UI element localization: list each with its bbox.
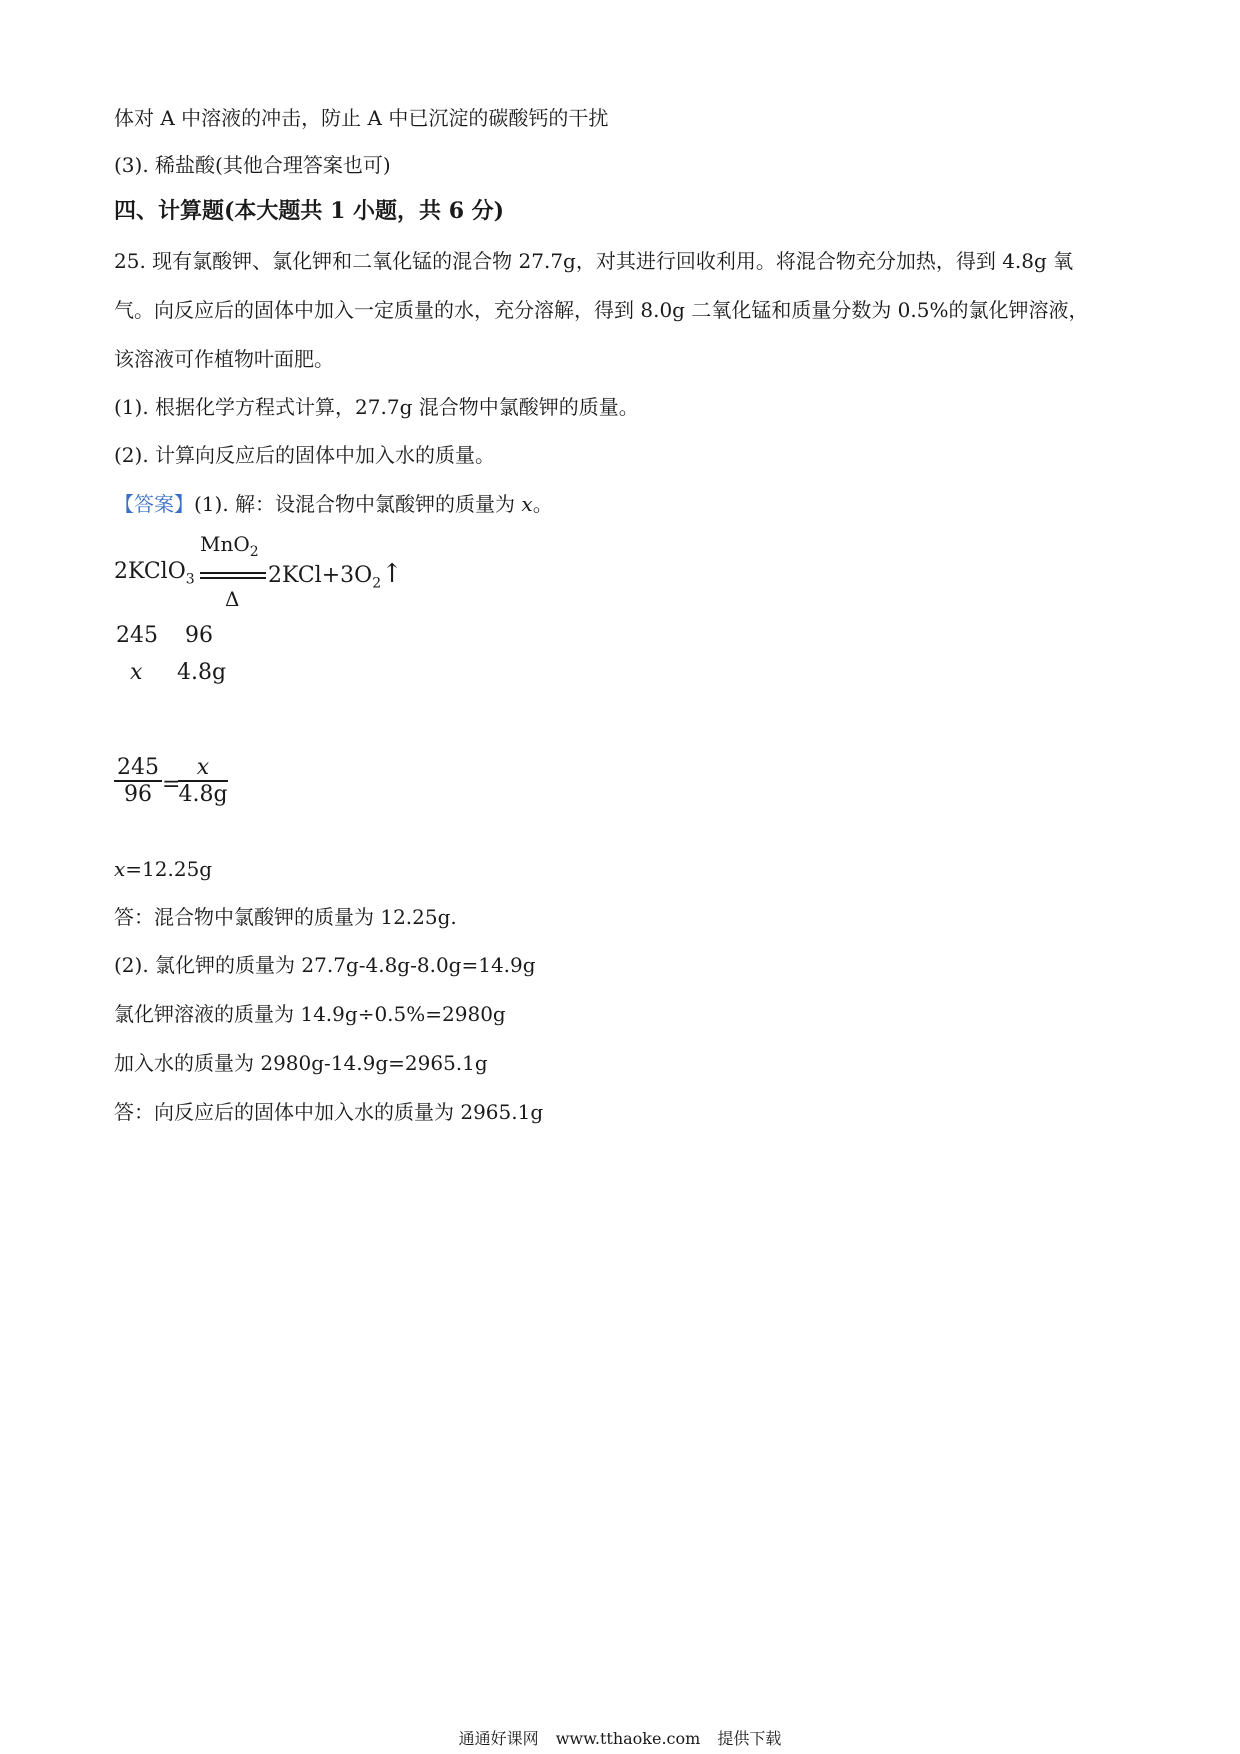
question-text-line3: 该溶液可作植物叶面肥。 [114,347,334,371]
fraction-left [114,755,162,807]
equation-products: $2KCl+3O_2↑$ [268,559,403,592]
equation-double-line-top [200,572,266,574]
equation-condition: Δ [225,587,240,611]
footer-site-name: 通通好课网 [458,1729,539,1748]
conclusion-part1: 答：混合物中氯酸钾的质量为 12.25g. [114,905,457,929]
conclusion-part2: 答：向反应后的固体中加入水的质量为 2965.1g [114,1100,544,1124]
ratio-row2-right: 4.8g [177,660,227,685]
answer-part2-line3: 加入水的质量为 2980g-14.9g=2965.1g [114,1051,488,1075]
equation-double-line-bottom [200,577,266,579]
ratio-row1-right: 96 [185,623,213,648]
answer-intro-end: 。 [532,492,553,516]
answer-variable: x [521,492,533,516]
answer-part3: (3). 稀盐酸(其他合理答案也可) [114,153,391,177]
footer-url[interactable]: www.tthaoke.com [555,1729,701,1748]
answer-tag: 【答案】 [114,492,194,516]
answer-part2-line1: (2). 氯化钾的质量为 27.7g-4.8g-8.0g=14.9g [114,953,536,977]
fraction-left-numerator: 245 [114,755,162,782]
page-footer [0,1726,1240,1749]
equation-catalyst: MnO$_2$ [200,532,259,560]
question-part1: (1). 根据化学方程式计算，27.7g 混合物中氯酸钾的质量。 [114,395,639,419]
result-line: x=12.25g [114,857,213,881]
answer-intro-text: (1). 解：设混合物中氯酸钾的质量为 [194,492,522,516]
footer-note: 提供下载 [717,1729,782,1748]
ratio-row2-left: x [130,660,143,685]
equation-reactant: 2KClO$_3$ [114,559,195,588]
answer-part2-line2: 氯化钾溶液的质量为 14.9g÷0.5%=2980g [114,1002,506,1026]
fraction-left-denominator: 96 [124,782,152,807]
fraction-equals: = [162,772,181,797]
question-part2: (2). 计算向反应后的固体中加入水的质量。 [114,443,496,467]
fraction-right-numerator: x [178,755,228,782]
question-text-line2: 气。向反应后的固体中加入一定质量的水，充分溶解，得到 8.0g 二氧化锰和质量分数为 0.5%的氯化钾溶液， [114,298,1089,322]
fraction-right-denominator: 4.8g [178,782,228,807]
section-heading: 四、计算题(本大题共 1 小题，共 6 分) [114,198,505,224]
answer-intro [114,490,553,518]
fraction-right [178,755,228,807]
ratio-row1-left: 245 [116,623,158,648]
answer-continuation-line: 体对 A 中溶液的冲击，防止 A 中已沉淀的碳酸钙的干扰 [114,106,609,130]
question-text-line1: 25. 现有氯酸钾、氯化钾和二氧化锰的混合物 27.7g，对其进行回收利用。将混合物充分加热，得到 4.8g 氧 [114,249,1074,273]
